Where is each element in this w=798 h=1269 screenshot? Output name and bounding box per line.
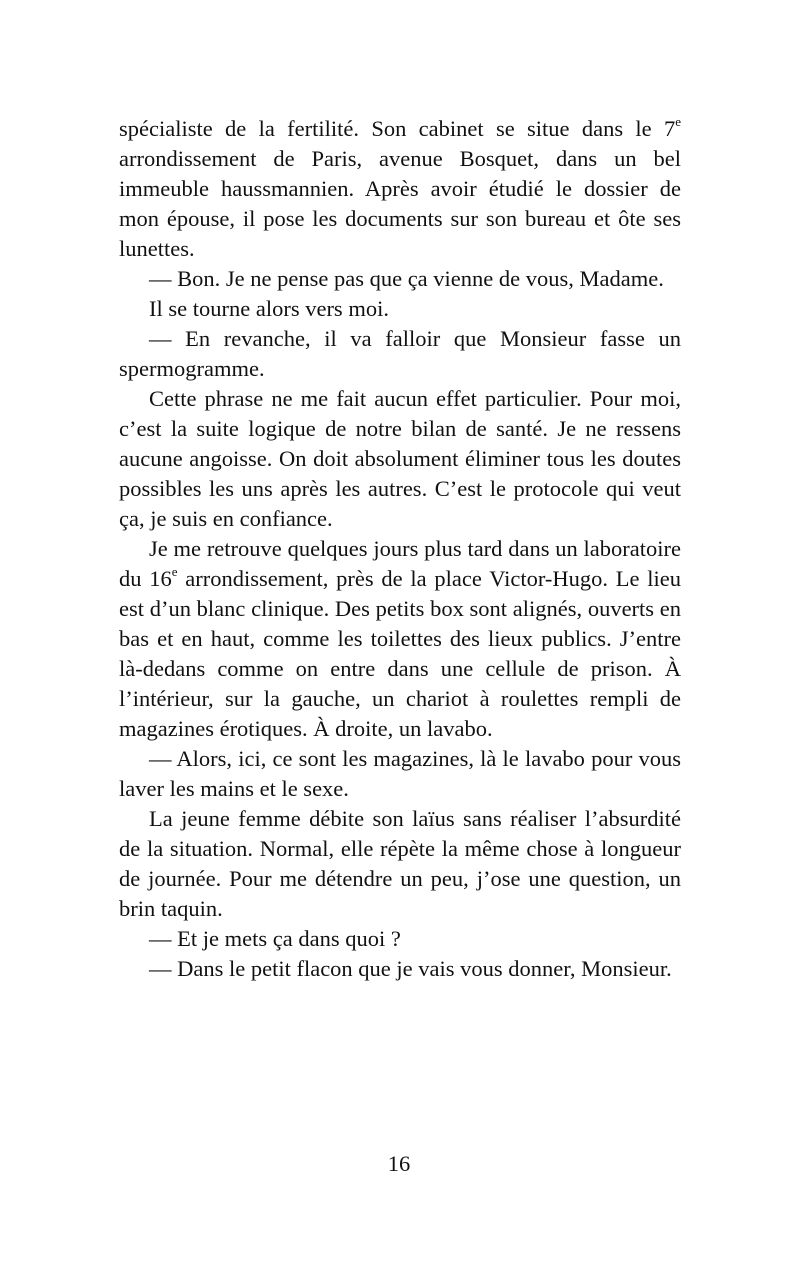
page-number: 16 — [387, 1151, 411, 1176]
paragraph-text: arrondissement de Paris, avenue Bosquet, dans un bel immeuble haussmannien. Après avoir étudié le dossier de mon épouse, il pose les documents sur son bureau et ôte ses lunettes. — [119, 146, 681, 261]
paragraph-text: arrondissement, près de la place Victor-Hugo. Le lieu est d’un blanc clinique. Des petits box sont alignés, ouverts en bas et en haut, comme les toilettes des lieux publics. J’entre là-dedans comme on entre dans une cellule de prison. À l’intérieur, sur la gauche, un chariot à roulettes rempli de magazines érotiques. À droite, un lavabo. — [119, 566, 681, 741]
dialogue-line: — En revanche, il va falloir que Monsieur fasse un spermogramme. — [119, 326, 681, 381]
superscript-ordinal: e — [675, 114, 681, 129]
superscript-ordinal: e — [171, 564, 178, 579]
paragraph: La jeune femme débite son laïus sans réaliser l’absurdité de la situation. Normal, elle répète la même chose à longueur de journée. Pour me détendre un peu, j’ose une question, un brin taquin. — [119, 806, 681, 921]
paragraph-text: spécialiste de la fertilité. Son cabinet se situe dans le 7 — [119, 116, 676, 141]
paragraph — [119, 114, 681, 264]
book-page-text — [119, 114, 681, 984]
paragraph-text: Je me retrouve quelques jours plus tard dans un laboratoire du 16 — [119, 536, 681, 591]
paragraph: Il se tourne alors vers moi. — [149, 296, 389, 321]
dialogue-line: — Et je mets ça dans quoi ? — [149, 926, 401, 951]
dialogue-line: — Dans le petit flacon que je vais vous donner, Monsieur. — [149, 956, 672, 981]
dialogue-line: — Bon. Je ne pense pas que ça vienne de vous, Madame. — [149, 266, 664, 291]
paragraph: Cette phrase ne me fait aucun effet particulier. Pour moi, c’est la suite logique de notre bilan de santé. Je ne ressens aucune angoisse. On doit absolument éliminer tous les doutes possibles les uns après les autres. C’est le protocole qui veut ça, je suis en confiance. — [119, 386, 681, 531]
paragraph — [119, 534, 681, 744]
dialogue-line: — Alors, ici, ce sont les magazines, là le lavabo pour vous laver les mains et le sexe. — [119, 746, 681, 801]
